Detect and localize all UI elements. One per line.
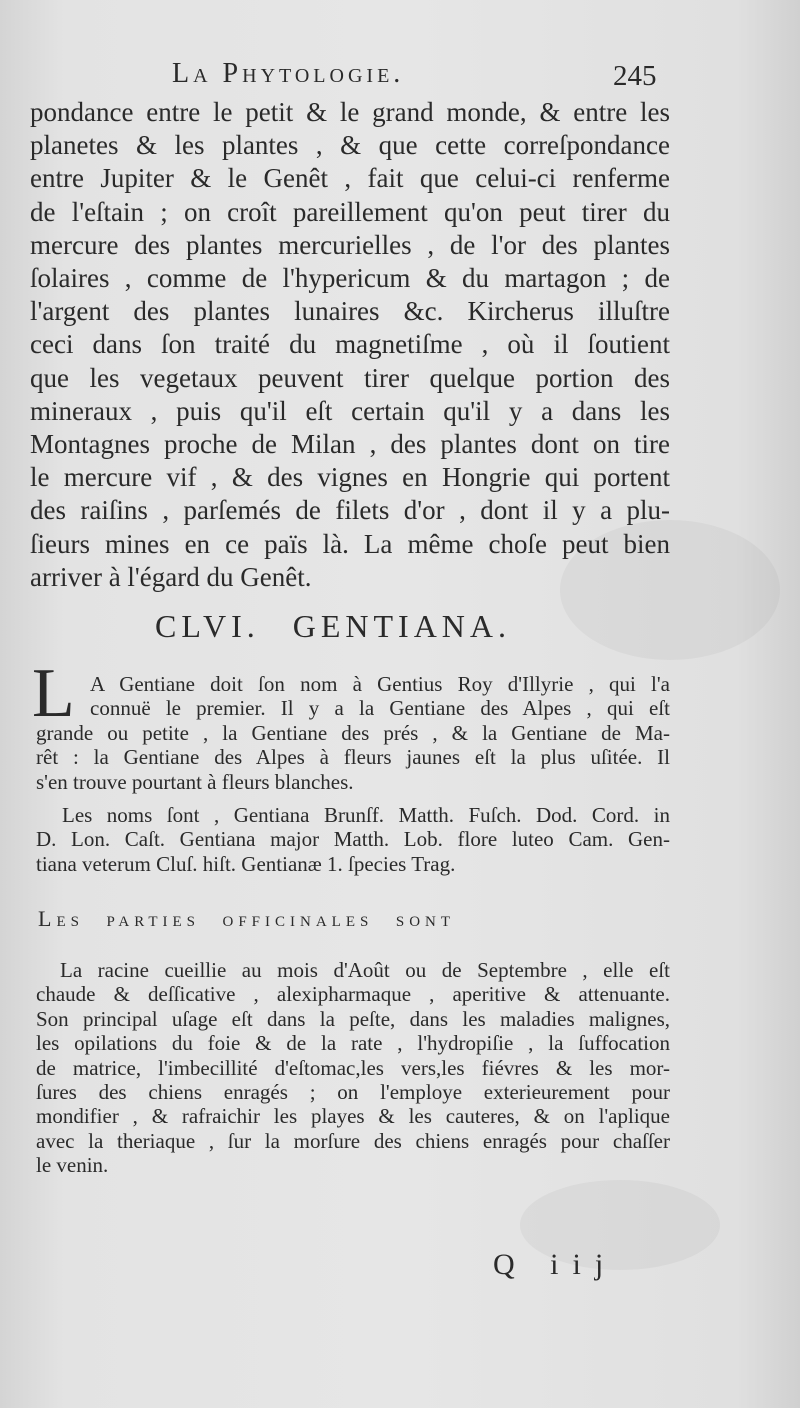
text-line: A Gentiane doit ſon nom à Gentius Roy d'Illyrie , qui l'a — [90, 672, 670, 696]
text-line: ceci dans ſon traité du magnetiſme , où il ſoutient — [30, 329, 670, 360]
text-line: Les noms ſont , Gentiana Brunſf. Matth. Fuſch. Dod. Cord. in — [62, 803, 670, 827]
drop-cap: L — [32, 655, 75, 732]
text-line: avec la theriaque , ſur la morſure des chiens enragés pour chaſſer — [36, 1128, 670, 1153]
text-line: pondance entre le petit & le grand monde, & entre les — [30, 97, 670, 127]
running-title: La Phytologie. — [172, 58, 405, 89]
text-line: Montagnes proche de Milan , des plantes dont on tire — [30, 429, 670, 460]
text-line: tiana veterum Cluſ. hiſt. Gentianæ 1. ſpecies Trag. — [36, 851, 456, 876]
text-line: que les vegetaux peuvent tirer quelque portion des — [30, 362, 670, 393]
text-line: ſieurs mines en ce païs là. La même choſe peut bien — [30, 528, 670, 559]
paragraph-noms — [36, 803, 670, 876]
text-line: l'argent des plantes lunaires &c. Kircherus illuſtre — [30, 296, 670, 327]
text-line: connuë le premier. Il y a la Gentiane des Alpes , qui eſt — [90, 696, 670, 721]
text-line: Son principal uſage eſt dans la peſte, dans les maladies malignes, — [36, 1006, 670, 1031]
subheading-parties-officinales: Les parties officinales sont — [38, 906, 456, 931]
text-line: le mercure vif , & des vignes en Hongrie qui portent — [30, 462, 670, 493]
text-line: ſolaires , comme de l'hypericum & du martagon ; de — [30, 263, 670, 294]
text-line: planetes & les plantes , & que cette correſpondance — [30, 130, 670, 161]
paragraph-genet — [30, 96, 670, 594]
paragraph-gentiane-intro — [36, 672, 670, 794]
text-line: rêt : la Gentiane des Alpes à fleurs jaunes eſt la plus uſitée. Il — [36, 745, 670, 770]
text-line: La racine cueillie au mois d'Août ou de Septembre , elle eſt — [60, 958, 670, 982]
text-line: arriver à l'égard du Genêt. — [30, 561, 312, 592]
text-line: de matrice, l'imbecillité d'eſtomac,les vers,les fiévres & les mor- — [36, 1055, 670, 1080]
text-line: s'en trouve pourtant à fleurs blanches. — [36, 769, 354, 794]
page-number: 245 — [613, 60, 657, 92]
text-line: D. Lon. Caſt. Gentiana major Matth. Lob. flore luteo Cam. Gen- — [36, 827, 670, 852]
section-title: CLVI. GENTIANA. — [155, 608, 512, 644]
text-line: mondifier , & rafraichir les playes & les cauteres, & on l'aplique — [36, 1104, 670, 1129]
text-line: mercure des plantes mercurielles , de l'or des plantes — [30, 229, 670, 260]
text-line: entre Jupiter & le Genêt , fait que celui-ci renferme — [30, 163, 670, 194]
text-line: des raiſins , parſemés de filets d'or , dont il y a plu- — [30, 495, 670, 526]
signature-mark: Q iij — [493, 1248, 618, 1281]
text-line: de l'eſtain ; on croît pareillement qu'on peut tirer du — [30, 196, 670, 227]
text-line: le venin. — [36, 1153, 109, 1178]
text-line: chaude & deſſicative , alexipharmaque , aperitive & attenuante. — [36, 982, 670, 1007]
paragraph-racine — [36, 958, 670, 1178]
text-line: grande ou petite , la Gentiane des prés , & la Gentiane de Ma- — [36, 720, 670, 745]
text-line: ſures des chiens enragés ; on l'employe exterieurement pour — [36, 1080, 670, 1105]
text-line: les opilations du foie & de la rate , l'hydropiſie , la ſuffocation — [36, 1031, 670, 1056]
text-line: mineraux , puis qu'il eſt certain qu'il y a dans les — [30, 395, 670, 426]
